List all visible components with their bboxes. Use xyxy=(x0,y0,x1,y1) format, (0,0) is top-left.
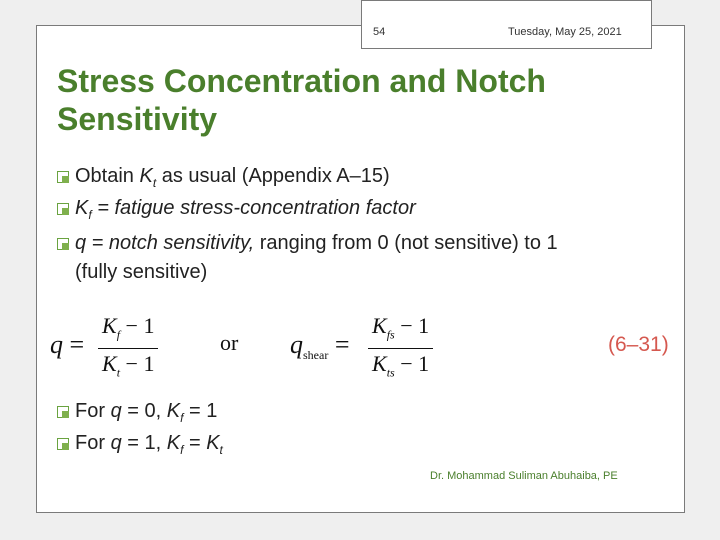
bullet-q-continuation: (fully sensitive) xyxy=(75,261,208,283)
footer-author: Dr. Mohammad Suliman Abuhaiba, PE xyxy=(430,470,618,482)
bullet-icon xyxy=(57,171,69,183)
bullet-icon xyxy=(57,238,69,250)
formula-left-fraction: $\frac{K_f - 1}{K_t - 1}$ xyxy=(98,312,158,388)
bullet-q-definition: q = notch sensitivity, ranging from 0 (not sensitive) to 1 xyxy=(57,228,558,259)
bullet-icon xyxy=(57,203,69,215)
slide-title: Stress Concentration and Notch Sensitivity xyxy=(57,63,546,137)
notch-sensitivity-formula xyxy=(50,310,690,380)
slide-number: 54 xyxy=(373,26,386,38)
bullet-q-zero: For q = 0, $K_f = 1$ xyxy=(57,396,217,434)
formula-or: or xyxy=(220,330,239,355)
bullet-kf-definition: $K_f$ = fatigue stress-concentration factor xyxy=(57,193,416,231)
bullet-obtain-kt: Obtain $K_t$ as usual (Appendix A–15) xyxy=(57,161,390,199)
formula-q: q = xyxy=(50,330,85,359)
bullet-icon xyxy=(57,406,69,418)
equation-number: (6–31) xyxy=(608,333,669,356)
formula-q-shear: $q_{shear}$ = xyxy=(290,330,350,363)
bullet-icon xyxy=(57,438,69,450)
formula-right-fraction: $K_{fs} - 1$ $K_{ts} - 1$ xyxy=(368,312,433,388)
slide-date: Tuesday, May 25, 2021 xyxy=(508,26,622,38)
header-bar xyxy=(361,0,652,49)
bullet-q-one: For q = 1, $K_f = K_t$ xyxy=(57,428,223,466)
